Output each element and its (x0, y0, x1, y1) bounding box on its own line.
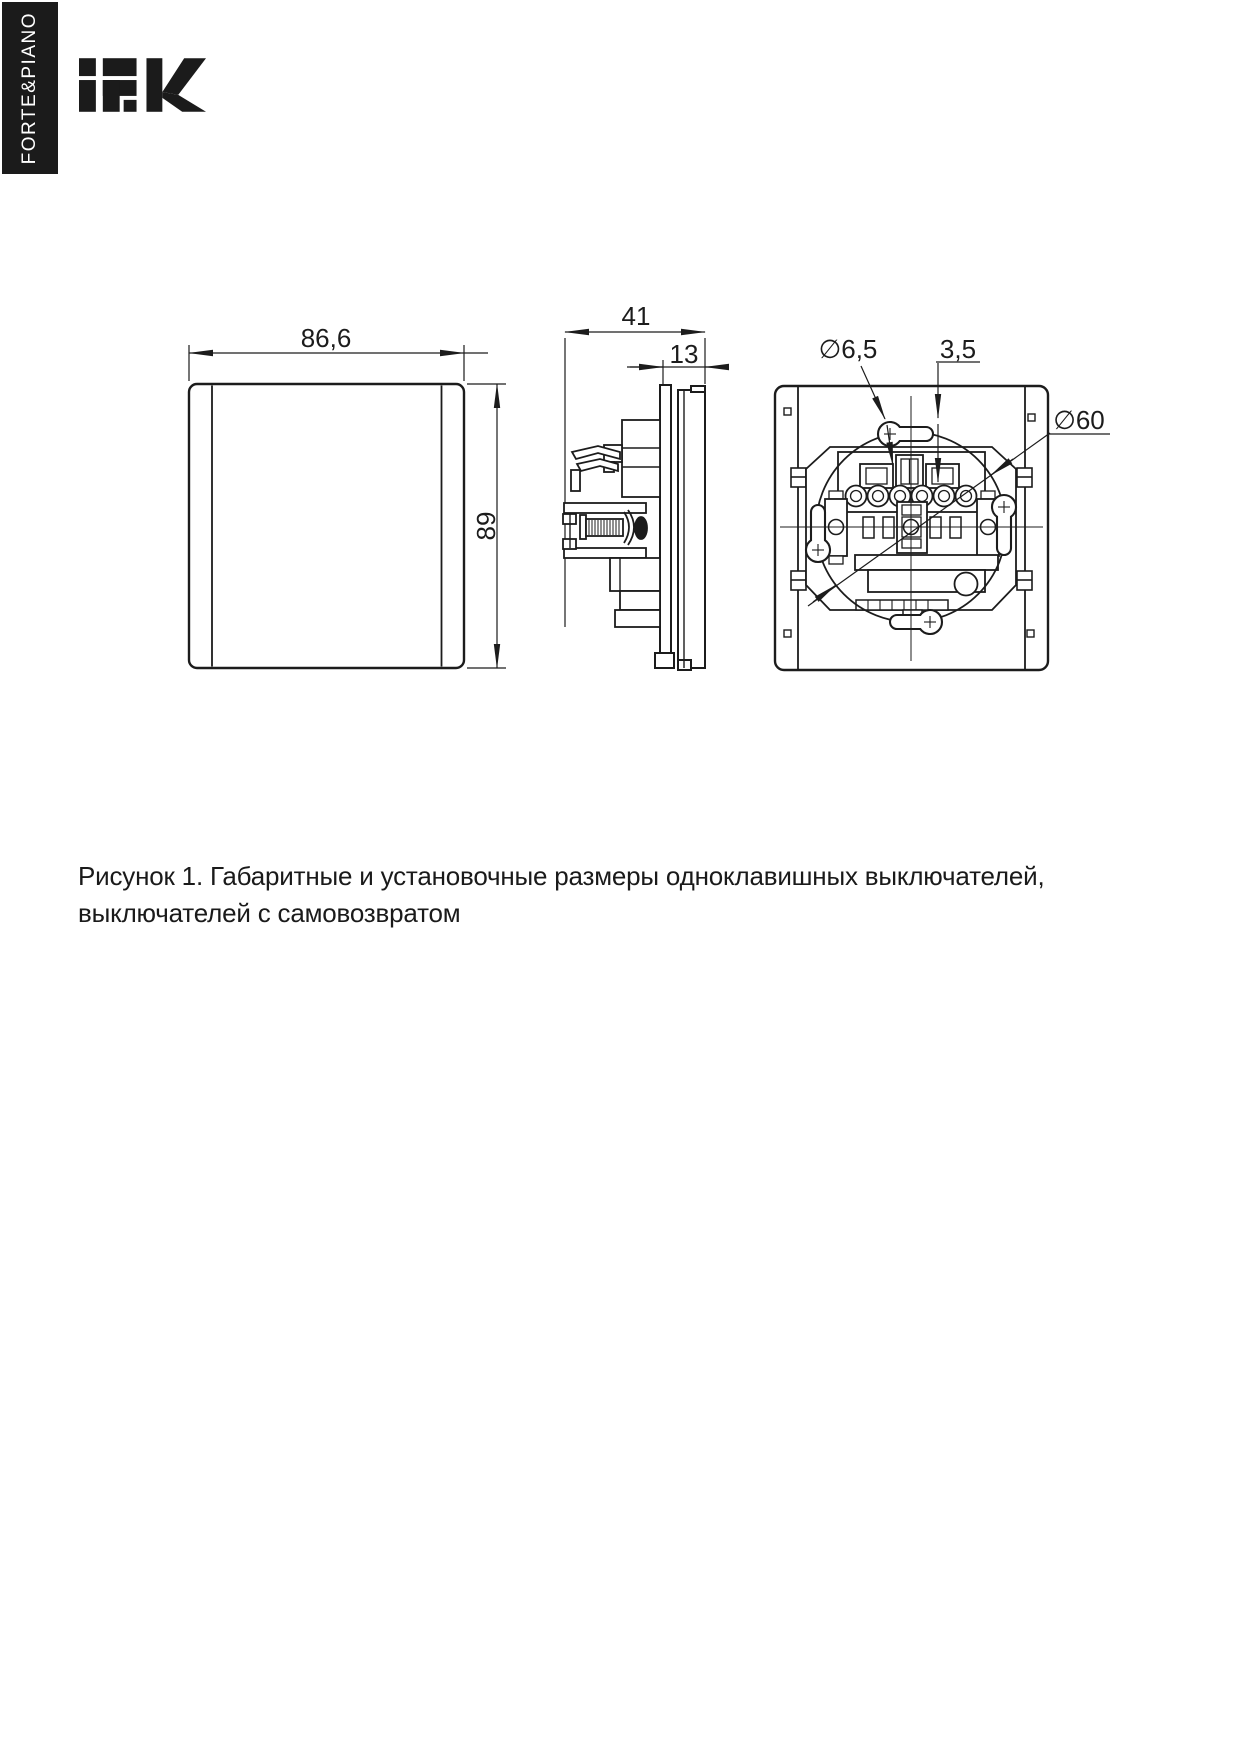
figure-caption-line1: Рисунок 1. Габаритные и установочные размеры одноклавишных выключателей, (78, 861, 1045, 891)
mount-hole-diameter-label: ∅6,5 (818, 334, 878, 364)
front-view (189, 345, 506, 668)
faceplate-depth-label: 13 (669, 339, 699, 369)
mount-slot-width-label: 3,5 (939, 334, 977, 364)
figure-caption-line2: выключателей с самовозвратом (78, 898, 461, 928)
side-faceplate (655, 385, 705, 670)
claw-screw-head (635, 517, 647, 539)
side-view (563, 332, 716, 670)
brand-series-label: FORTE&PIANO (19, 11, 40, 165)
front-height-label: 89 (471, 511, 501, 541)
box-diameter-label: ∅60 (1053, 405, 1105, 435)
front-width-label: 86,6 (300, 323, 352, 353)
figure-caption (78, 858, 1178, 932)
side-depth-label: 41 (621, 301, 651, 331)
side-mechanism (563, 420, 660, 627)
